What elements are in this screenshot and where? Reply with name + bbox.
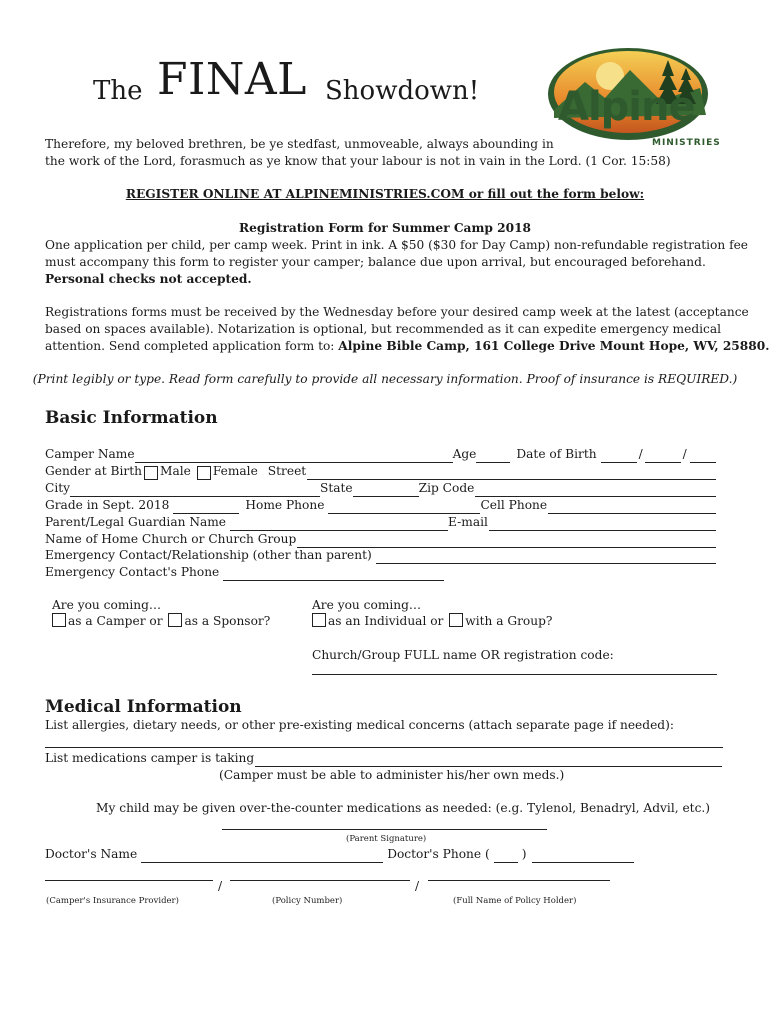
guardian-label: Parent/Legal Guardian Name <box>45 515 227 529</box>
dob-year-field[interactable] <box>690 450 716 463</box>
policy-number-caption: (Policy Number) <box>272 896 343 906</box>
state-field[interactable] <box>353 484 419 497</box>
dob-month-field[interactable] <box>601 450 637 463</box>
coming-left-label: Are you coming… <box>52 598 162 612</box>
male-label: Male <box>159 464 191 478</box>
insurance-slash-2: / <box>415 879 420 893</box>
city-label: City <box>45 481 71 495</box>
doctor-name-field[interactable] <box>141 850 383 863</box>
doctor-phone-field[interactable] <box>532 850 634 863</box>
doctor-phone-label: Doctor's Phone ( <box>387 847 490 861</box>
camper-label: as a Camper or <box>68 614 163 628</box>
cell-phone-field[interactable] <box>548 501 716 514</box>
church-label: Name of Home Church or Church Group <box>45 532 297 546</box>
church-code-field[interactable] <box>312 674 717 675</box>
dob-label: Date of Birth <box>516 447 597 461</box>
insurance-provider-field[interactable] <box>45 880 213 881</box>
coming-left-options <box>50 613 270 630</box>
allergies-field[interactable] <box>45 747 723 748</box>
male-checkbox[interactable] <box>144 466 158 480</box>
basic-info-heading: Basic Information <box>45 408 218 428</box>
insurance-slash-1: / <box>218 879 223 893</box>
camper-name-row <box>45 446 717 463</box>
group-checkbox[interactable] <box>449 613 463 627</box>
emergency-phone-row <box>45 564 445 581</box>
parent-signature-caption: (Parent Signature) <box>346 834 427 844</box>
city-field[interactable] <box>70 484 320 497</box>
insurance-provider-caption: (Camper's Insurance Provider) <box>46 896 179 906</box>
cell-phone-label: Cell Phone <box>480 498 548 512</box>
logo-subtitle: MINISTRIES <box>652 138 721 148</box>
register-online-link[interactable]: REGISTER ONLINE AT ALPINEMINISTRIES.COM or fill out the form below: <box>125 187 645 201</box>
medical-info-heading: Medical Information <box>45 697 242 717</box>
gender-street-row <box>45 463 717 480</box>
state-label: State <box>320 481 353 495</box>
zip-label: Zip Code <box>418 481 475 495</box>
grade-label: Grade in Sept. 2018 <box>45 498 170 512</box>
medications-label: List medications camper is taking <box>45 751 255 765</box>
individual-label: as an Individual or <box>328 614 444 628</box>
female-label: Female <box>212 464 258 478</box>
policy-number-field[interactable] <box>230 880 410 881</box>
title-final: FINAL <box>157 54 307 105</box>
deadline-line-3 <box>45 338 769 355</box>
home-phone-label: Home Phone <box>245 498 325 512</box>
zip-field[interactable] <box>475 484 716 497</box>
otc-statement: My child may be given over-the-counter medications as needed: (e.g. Tylenol, Benadryl, Advil, etc.) <box>96 801 711 815</box>
doctor-phone-close: ) <box>521 847 527 861</box>
dob-slash-2: / <box>682 447 687 461</box>
group-label: with a Group? <box>465 614 553 628</box>
parent-signature-field[interactable] <box>222 829 547 830</box>
city-row <box>45 480 717 497</box>
emergency-label: Emergency Contact/Relationship (other than parent) <box>45 548 372 562</box>
mailing-address: Alpine Bible Camp, 161 College Drive Mount Hope, WV, 25880. <box>338 339 770 353</box>
guardian-row <box>45 514 717 531</box>
emergency-phone-label: Emergency Contact's Phone <box>45 565 220 579</box>
logo-word: Alpine <box>558 84 695 130</box>
allergies-label: List allergies, dietary needs, or other pre-existing medical concerns (attach separate page if needed): <box>45 718 674 732</box>
street-field[interactable] <box>307 467 716 480</box>
home-phone-field[interactable] <box>328 501 480 514</box>
emergency-phone-field[interactable] <box>223 568 444 581</box>
dob-slash-1: / <box>638 447 643 461</box>
grade-field[interactable] <box>173 501 239 514</box>
grade-phone-row <box>45 497 717 514</box>
verse-line-2: the work of the Lord, forasmuch as ye know that your labour is not in vain in the Lord. (1 Cor. 15:58) <box>45 154 671 168</box>
coming-right-label: Are you coming… <box>312 598 422 612</box>
camper-name-field[interactable] <box>135 450 453 463</box>
individual-checkbox[interactable] <box>312 613 326 627</box>
doctor-row <box>45 846 635 863</box>
intro-line-2: must accompany this form to register your camper; balance due upon arrival, but encouraged beforehand. <box>45 255 706 269</box>
coming-right-options <box>310 613 552 630</box>
title-the: The <box>93 76 143 106</box>
camper-checkbox[interactable] <box>52 613 66 627</box>
print-note-text: Print legibly or type. Read form carefully to provide all necessary information. Proof of insurance is REQUIRED. <box>37 372 733 386</box>
email-field[interactable] <box>489 518 716 531</box>
email-label: E-mail <box>448 515 488 529</box>
deadline-line-1: Registrations forms must be received by the Wednesday before your desired camp week at the latest (acceptance <box>45 305 749 319</box>
doctor-name-label: Doctor's Name <box>45 847 138 861</box>
camper-name-label: Camper Name <box>45 447 135 461</box>
age-label: Age <box>452 447 477 461</box>
deadline-prefix: attention. Send completed application form to: <box>45 339 339 353</box>
print-note: (Print legibly or type. Read form carefully to provide all necessary information. Proof of insurance is REQUIRED.) <box>32 372 738 386</box>
doctor-phone-area-field[interactable] <box>494 850 518 863</box>
sponsor-checkbox[interactable] <box>168 613 182 627</box>
emergency-row <box>45 547 717 564</box>
emergency-field[interactable] <box>376 551 716 564</box>
form-title: Registration Form for Summer Camp 2018 <box>238 221 532 235</box>
church-row <box>45 531 717 548</box>
policy-holder-caption: (Full Name of Policy Holder) <box>453 896 577 906</box>
sponsor-label: as a Sponsor? <box>184 614 271 628</box>
intro-line-3: Personal checks not accepted. <box>45 272 252 286</box>
street-label: Street <box>267 464 307 478</box>
gender-label: Gender at Birth <box>45 464 142 478</box>
guardian-field[interactable] <box>230 518 448 531</box>
medications-field[interactable] <box>255 754 722 767</box>
medications-row <box>45 750 723 767</box>
verse-line-1: Therefore, my beloved brethren, be ye stedfast, unmoveable, always abounding in <box>45 137 554 151</box>
title-showdown: Showdown! <box>325 76 480 106</box>
deadline-line-2: based on spaces available). Notarization is optional, but recommended as it can expedite emergency medical <box>45 322 722 336</box>
intro-line-1: One application per child, per camp week. Print in ink. A $50 ($30 for Day Camp) non-refundable registration fee <box>45 238 749 252</box>
dob-day-field[interactable] <box>645 450 681 463</box>
alpine-logo <box>540 40 720 155</box>
age-field[interactable] <box>476 450 510 463</box>
church-code-label: Church/Group FULL name OR registration code: <box>312 648 614 662</box>
policy-holder-field[interactable] <box>428 880 610 881</box>
female-checkbox[interactable] <box>197 466 211 480</box>
administer-note: (Camper must be able to administer his/her own meds.) <box>219 768 565 782</box>
